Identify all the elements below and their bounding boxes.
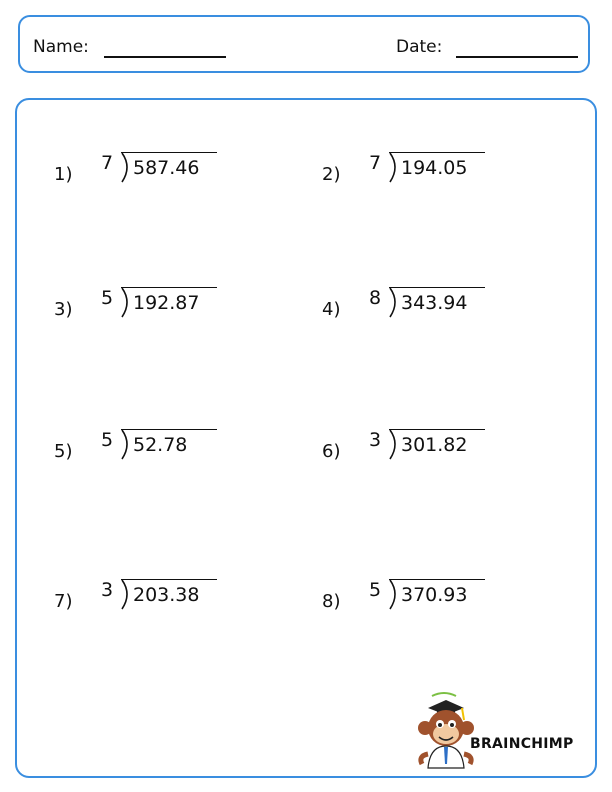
divisor: 5 <box>369 579 382 601</box>
dividend: 301.82 <box>401 434 468 456</box>
divisor: 5 <box>101 429 114 451</box>
dividend: 194.05 <box>401 157 468 179</box>
vinculum <box>389 579 485 580</box>
problem-6 <box>322 429 562 479</box>
vinculum <box>121 579 217 580</box>
problem-4 <box>322 287 562 337</box>
divisor: 5 <box>101 287 114 309</box>
problem-5 <box>54 429 294 479</box>
date-label: Date: <box>396 37 443 57</box>
name-field[interactable] <box>104 56 226 58</box>
vinculum <box>389 287 485 288</box>
name-date-box <box>18 15 590 73</box>
name-label: Name: <box>33 37 89 57</box>
monkey-graduate-icon <box>414 690 589 770</box>
vinculum <box>121 429 217 430</box>
problem-number: 2) <box>322 164 341 185</box>
dividend: 370.93 <box>401 584 468 606</box>
problem-number: 7) <box>54 591 73 612</box>
problem-number: 1) <box>54 164 73 185</box>
problem-number: 6) <box>322 441 341 462</box>
dividend: 587.46 <box>133 157 200 179</box>
vinculum <box>121 152 217 153</box>
problem-number: 8) <box>322 591 341 612</box>
problem-3 <box>54 287 294 337</box>
vinculum <box>121 287 217 288</box>
problem-7 <box>54 579 294 629</box>
dividend: 192.87 <box>133 292 200 314</box>
vinculum <box>389 152 485 153</box>
divisor: 3 <box>101 579 114 601</box>
dividend: 52.78 <box>133 434 188 456</box>
divisor: 7 <box>101 152 114 174</box>
date-field[interactable] <box>456 56 578 58</box>
problem-number: 4) <box>322 299 341 320</box>
divisor: 3 <box>369 429 382 451</box>
problem-number: 3) <box>54 299 73 320</box>
brand-logo-text: BRAINCHIMP <box>470 736 574 752</box>
dividend: 343.94 <box>401 292 468 314</box>
problem-1 <box>54 152 294 202</box>
dividend: 203.38 <box>133 584 200 606</box>
problem-8 <box>322 579 562 629</box>
problem-2 <box>322 152 562 202</box>
vinculum <box>389 429 485 430</box>
problem-number: 5) <box>54 441 73 462</box>
divisor: 7 <box>369 152 382 174</box>
divisor: 8 <box>369 287 382 309</box>
